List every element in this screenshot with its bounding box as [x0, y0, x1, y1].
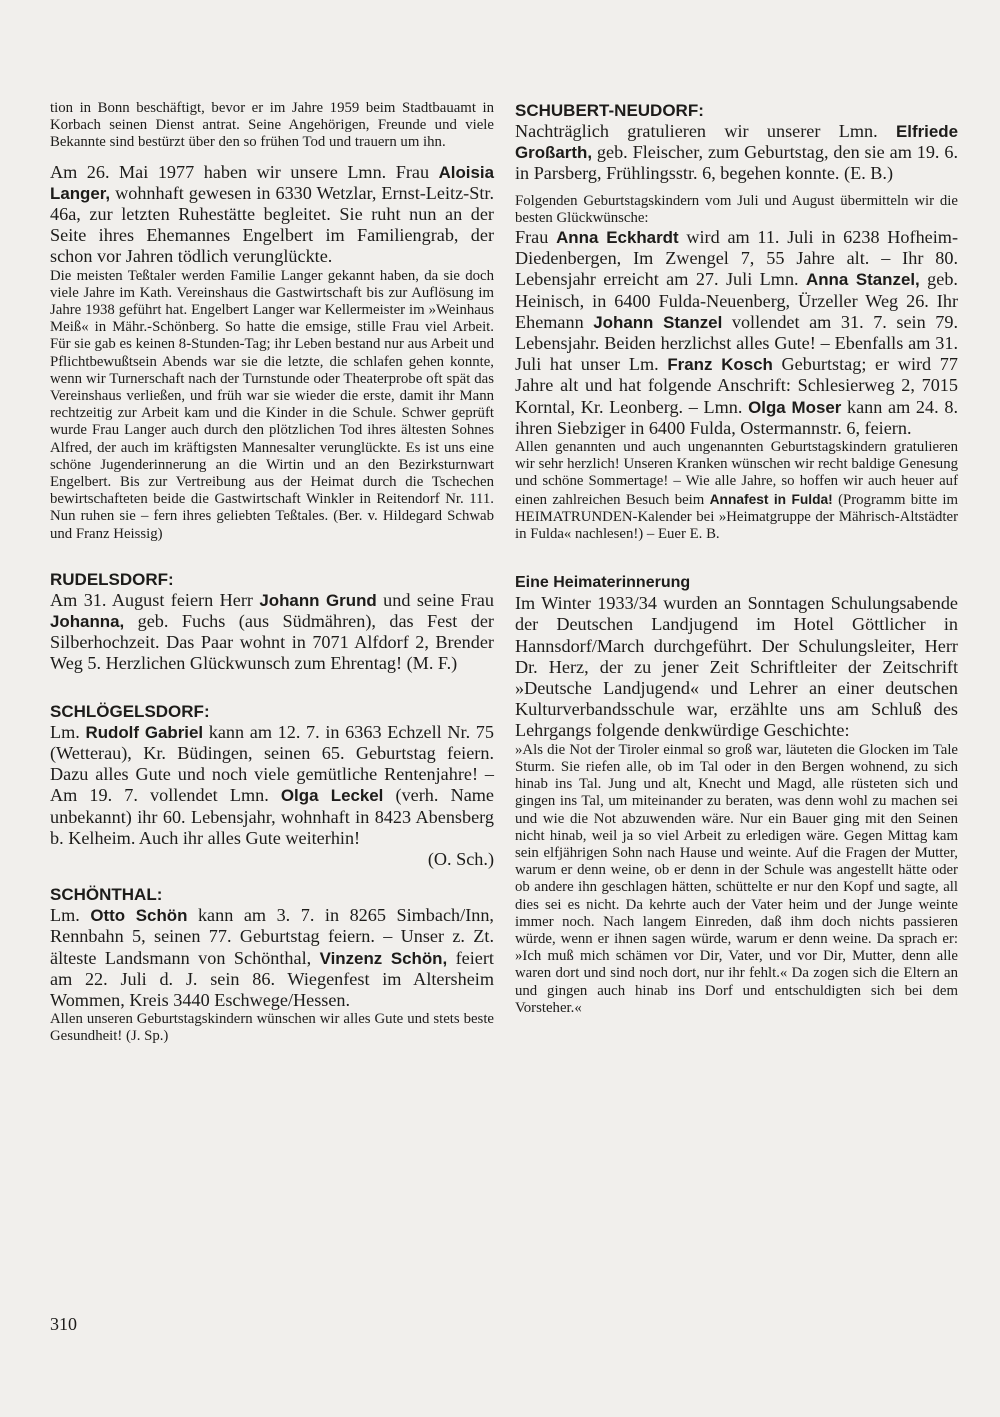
text-run: Die meisten Teßtaler werden Familie Langer gekannt haben, da sie doch viele Jahre im Kath. Vereinshaus die Gastwirtschaft bis zur Auflösung im Jahre 1938 geführt hat. Engelbert Langer war Kellermeister im »Weinhaus Meiß« in Mähr.-Schönberg. So hatte die emsige, stille Frau viel Arbeit. Für sie gab es keinen 8-Stunden-Tag; ihr Leben bestand nur aus Arbeit und Pflichtbewußtsein Abends war sie die letzte, die schlafen gehen konnte, wenn wir Turnerschaft nach der Turnstunde oder Theaterprobe oft spät das Vereinshaus verließen, und früh war sie wieder die erste, damit ihr Mann rechtzeitig zur Arbeit kam und die Kinder in die Schule. Schwer geprüft wurde Frau Langer auch durch den plötzlichen Tod ihres ältesten Sohnes Alfred, der auch im kräftigsten Mannesalter verunglückte. Es ist uns eine schöne Jugenderinnerung an die Wirtin und an den Bezirksturnwart Engelbert. Bis zur Vertreibung aus der Heimat durch die Tschechen bewirtschafteten beide die Gastwirtschaft Winkler in Reitendorf Nr. 111. Nun ruhen sie – fern ihres geliebten Teßtales. (Ber. v. Hildegard Schwab und Franz Heissig)	[50, 267, 494, 542]
bold-name: Olga Leckel	[280, 786, 384, 806]
text-run: Frau	[515, 227, 557, 248]
text-run: (Programm bitte im HEIMATRUNDEN-Kalender bei »Heimatgruppe der Mährisch-Altstädter in Fulda« nachlesen!) – Euer E. B.	[515, 491, 959, 543]
bold-name: Johanna,	[50, 612, 125, 632]
signature-o-sch: (O. Sch.)	[427, 848, 494, 869]
left-column	[50, 100, 494, 1046]
right-column	[515, 100, 958, 1017]
section-heading-schloegelsdorf: SCHLÖGELSDORF:	[50, 701, 210, 721]
section-heading-schoenthal: SCHÖNTHAL:	[50, 885, 163, 905]
text-run: Folgenden Geburtstagskindern vom Juli und August übermitteln wir die besten Glückwünsche:	[515, 192, 958, 226]
section-heading-heimaterinnerung: Eine Heimaterinnerung	[515, 574, 691, 592]
section-heading-schubert-neudorf: SCHUBERT-NEUDORF:	[515, 101, 704, 120]
schoenthal-wishes	[50, 1011, 494, 1045]
bold-name: Elfriede Großarth,	[515, 122, 958, 163]
text-run: kann am 24. 8. ihren Siebziger in 6400 Fulda, Ostermannstr. 6, feiern.	[515, 396, 958, 438]
schoenthal-text	[50, 905, 494, 1011]
rudelsdorf-text	[50, 590, 494, 675]
section-heading-rudelsdorf: RUDELSDORF:	[50, 569, 174, 589]
bold-name: Aloisia Langer,	[50, 162, 494, 203]
birthday-wishes-annafest	[515, 439, 958, 543]
text-run: feiert am 22. Juli d. J. sein 86. Wiegenfest im Altersheim Wommen, Kreis 3440 Eschwege/Hessen.	[50, 947, 494, 1010]
text-run: Allen unseren Geburtstagskindern wünschen wir alles Gute und stets beste Gesundheit! (J. Sp.)	[50, 1011, 494, 1045]
text-run: und seine Frau	[376, 589, 494, 610]
heimaterinnerung-intro	[515, 593, 958, 741]
text-run: kann am 12. 7. in 6363 Echzell Nr. 75 (Wetterau), Kr. Büdingen, seinen 65. Geburtstag feiern. Dazu alles Gute und noch viele gemütliche Rentenjahre! – Am 19. 7. vollendet Lmn.	[50, 721, 494, 806]
bold-name: Rudolf Gabriel	[85, 722, 204, 742]
obituary-langer	[50, 162, 494, 268]
text-run: Nachträglich gratulieren wir unserer Lmn.	[515, 121, 896, 141]
bold-name: Johann Stanzel	[593, 312, 723, 332]
obituary-langer-detail	[50, 268, 494, 543]
bold-name: Johann Grund	[259, 590, 377, 610]
schubert-neudorf-text	[515, 121, 958, 185]
text-run: wohnhaft gewesen in 6330 Wetzlar, Ernst-Leitz-Str. 46a, zur letzten Ruhestätte begleitet. Sie ruht nun an der Seite ihres Ehemannes Engelbert im Familiengrab, der schon vor Jahren tödlich verunglückte.	[50, 182, 494, 267]
text-run: »Als die Not der Tiroler einmal so groß war, läuteten die Glocken im Tale Sturm. Sie riefen alle, ob im Tal oder in den Bergen wohnend, zu sich hinab ins Tal. Jung und alt, Knecht und Magd, alle rüsteten sich und gingen ins Tal, um miteinander zu beraten, was denn wohl zu machen sei und wie die Not abzuwenden wäre. Nur ein Bauer ging mit den Seinen nicht hinab, weil ja so viel Arbeit zu erledigen wäre. Gegen Mittag kam sein elfjährigen Sohn nach Hause und weinte. Auf die Fragen der Mutter, warum er denn weine, ob er denn in der Schule was angestellt hätte oder ob andere ihn geschlagen hätten, schüttelte er nur den Kopf und sagte, all dies sei es nicht. Da kehrte auch der Vater heim und der Junge weinte immer noch. Nach langem Einreden, daß ihm doch nichts passieren würde, wenn er ihnen sagen würde, warum er denn weine. Da sprach er: »Ich muß mich schämen vor Dir, Vater, und vor Dir, Mutter, denn alle waren dort und sind noch dort, nur ihr fehlt.« Da zogen sich die Eltern an und gingen auch hinab ins Dorf und entschuldigten sich bei dem Vorsteher.«	[515, 741, 958, 1016]
text-run: tion in Bonn beschäftigt, bevor er im Jahre 1959 beim Stadtbauamt in Korbach seinen Dienst antrat. Seine Angehörigen, Freunde und viele Bekannte sind bestürzt über den so frühen Tod und trauern um ihn.	[50, 100, 494, 151]
heimaterinnerung-story	[515, 742, 958, 1017]
text-run: Im Winter 1933/34 wurden an Sonntagen Schulungsabende der Deutschen Landjugend im Hotel Göttlicher in Hannsdorf/March durchgeführt. Der Schulungsleiter, Herr Dr. Herz, der zu jener Zeit Schriftleiter der Zeitschrift »Deutsche Landjugend« und Lehrer an einer deutschen Kulturverbandsschule war, erzählte uns am Schluß des Lehrgangs folgende denkwürdige Geschichte:	[515, 593, 958, 741]
bold-name: Annafest in Fulda!	[709, 491, 833, 507]
bold-name: Anna Stanzel,	[806, 270, 920, 290]
text-run: Am 26. Mai 1977 haben wir unsere Lmn. Frau	[50, 161, 439, 182]
text-run: Lm.	[50, 905, 91, 926]
text-run: wird am 11. Juli in 6238 Hofheim-Diedenbergen, Im Zwengel 7, 55 Jahre alt. – Ihr 80. Lebensjahr erreicht am 27. Juli Lmn.	[515, 227, 958, 290]
text-run: kann am 3. 7. in 8265 Simbach/Inn, Rennbahn 5, seinen 77. Geburtstag feiern. – Unser z. Zt. älteste Landsmann von Schönthal,	[50, 905, 494, 968]
page-number: 310	[50, 1314, 77, 1334]
text-run: (verh. Name unbekannt) ihr 60. Lebensjahr, wohnhaft in 8423 Abensberg b. Kelheim. Auch ihr alles Gute weiterhin!	[50, 785, 494, 848]
bold-name: Franz Kosch	[667, 355, 773, 375]
text-run: Lm.	[50, 721, 86, 742]
text-run: Am 31. August feiern Herr	[50, 589, 260, 610]
text-run: geb. Fuchs (aus Südmähren), das Fest der Silberhochzeit. Das Paar wohnt in 7071 Alfdorf 2, Brender Weg 5. Herzlichen Glückwunsch zum Ehrentag! (M. F.)	[50, 611, 494, 674]
birthday-intro	[515, 193, 958, 227]
birthday-list	[515, 227, 958, 439]
text-run: geb. Fleischer, zum Geburtstag, den sie am 19. 6. in Parsberg, Frühlingsstr. 6, begehen konnte. (E. B.)	[515, 142, 958, 184]
text-run: Geburtstag; er wird 77 Jahre alt und hat folgende Anschrift: Schlesierweg 2, 7015 Korntal, Kr. Leonberg. – Lmn.	[515, 354, 958, 417]
text-run: Allen genannten und auch ungenannten Geburtstagskindern gratulieren wir sehr herzlich! Unseren Kranken wünschen wir recht baldige Genesung und schöne Sommertage! – Wie alle Jahre, so hoffen wir auch heuer auf einen zahlreichen Besuch beim	[515, 439, 958, 508]
bold-name: Otto Schön	[90, 906, 188, 926]
text-run: vollendet am 31. 7. sein 79. Lebensjahr. Beiden herzlichst alles Gute! – Ebenfalls am 31. Juli hat unser Lm.	[515, 311, 959, 375]
bold-name: Anna Eckhardt	[556, 228, 679, 248]
bold-name: Vinzenz Schön,	[319, 948, 448, 968]
bold-name: Olga Moser	[748, 397, 842, 417]
schloegelsdorf-text	[50, 722, 494, 849]
text-run: geb. Heinisch, in 6400 Fulda-Neuenberg, Ürzeller Weg 26. Ihr Ehemann	[515, 269, 958, 332]
obituary-continuation	[50, 100, 494, 152]
